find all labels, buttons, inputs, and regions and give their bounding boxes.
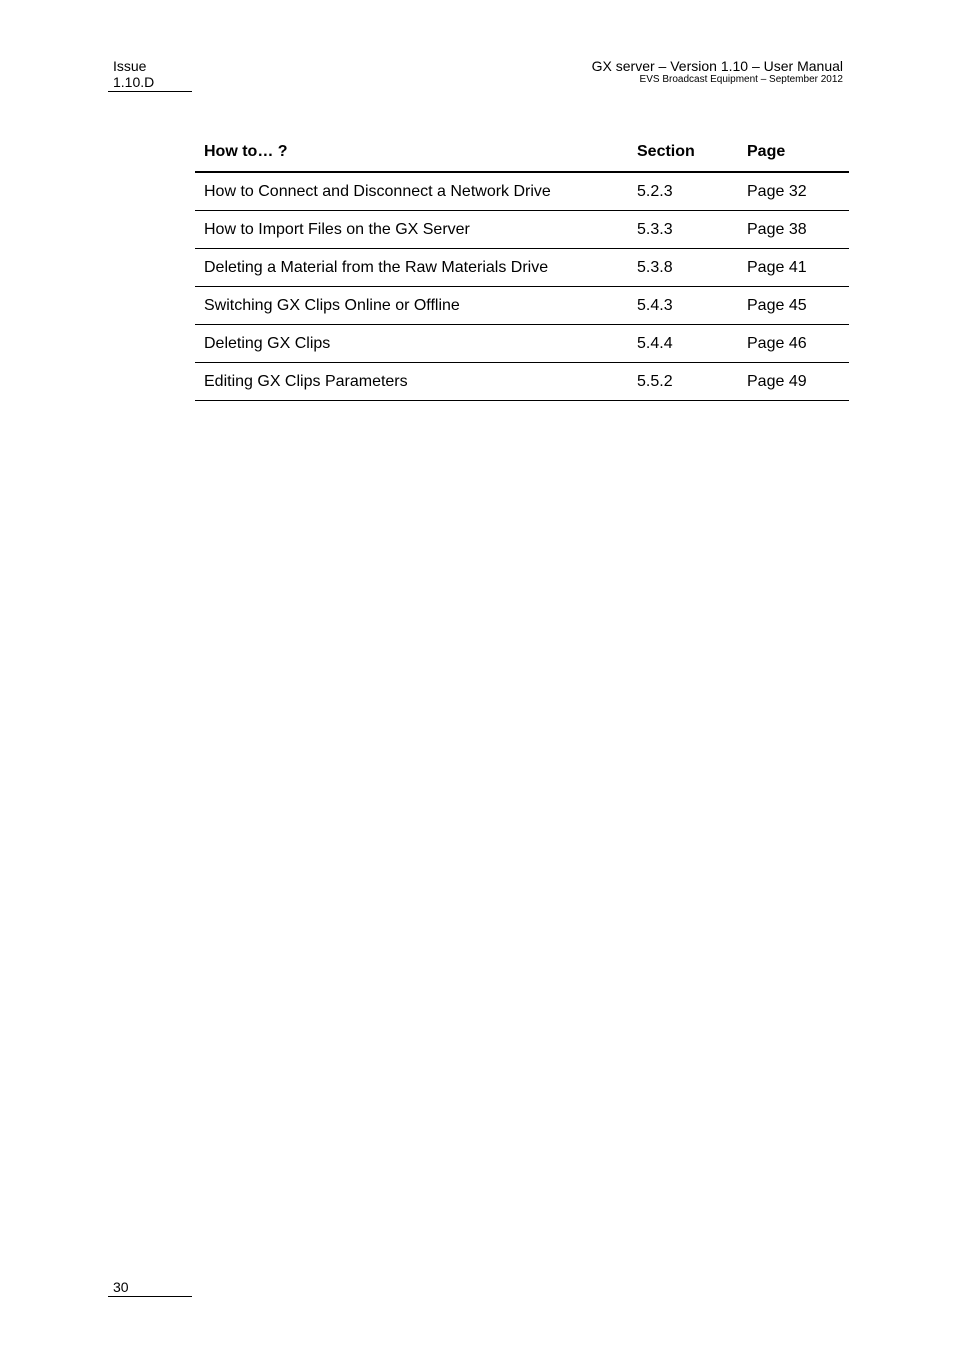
column-header-page: Page [738, 133, 849, 172]
section-cell: 5.3.3 [628, 211, 738, 249]
column-header-how-to: How to… ? [195, 133, 628, 172]
section-cell: 5.4.3 [628, 287, 738, 325]
page-cell: Page 38 [738, 211, 849, 249]
table-row [195, 325, 849, 363]
table-row [195, 211, 849, 249]
page-cell: Page 41 [738, 249, 849, 287]
table-row [195, 287, 849, 325]
page-number: 30 [113, 1279, 129, 1295]
table-row [195, 363, 849, 401]
section-cell: 5.4.4 [628, 325, 738, 363]
issue-label: Issue [113, 58, 147, 74]
section-cell: 5.5.2 [628, 363, 738, 401]
table-row [195, 172, 849, 211]
document-subtitle: EVS Broadcast Equipment – September 2012 [639, 74, 843, 85]
document-title-block [592, 58, 843, 86]
task-cell: How to Import Files on the GX Server [195, 211, 628, 249]
page-cell: Page 49 [738, 363, 849, 401]
table-row [195, 249, 849, 287]
task-cell: How to Connect and Disconnect a Network Drive [195, 172, 628, 211]
page-footer [108, 1279, 192, 1297]
task-cell: Deleting GX Clips [195, 325, 628, 363]
page-cell: Page 45 [738, 287, 849, 325]
section-cell: 5.3.8 [628, 249, 738, 287]
task-cell: Editing GX Clips Parameters [195, 363, 628, 401]
issue-number: 1.10.D [113, 74, 155, 90]
table-header-row [195, 133, 849, 172]
how-to-table [195, 133, 849, 401]
page-cell: Page 46 [738, 325, 849, 363]
task-cell: Switching GX Clips Online or Offline [195, 287, 628, 325]
section-cell: 5.2.3 [628, 172, 738, 211]
page-cell: Page 32 [738, 172, 849, 211]
issue-block [108, 58, 192, 92]
document-title: GX server – Version 1.10 – User Manual [591, 58, 843, 74]
task-cell: Deleting a Material from the Raw Materials Drive [195, 249, 628, 287]
column-header-section: Section [628, 133, 738, 172]
